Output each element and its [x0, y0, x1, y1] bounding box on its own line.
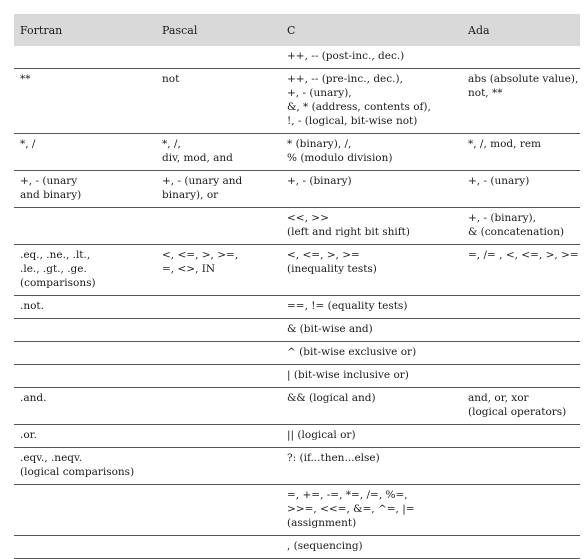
cell-pascal [162, 299, 287, 313]
cell-ada: abs (absolute value), not, ** [468, 73, 579, 99]
cell-fortran: ** [20, 73, 31, 85]
cell-pascal: +, - (unary and binary), or [162, 175, 243, 201]
cell-c: || (logical or) [287, 429, 356, 441]
cell-pascal [162, 345, 287, 359]
cell-fortran: .and. [20, 392, 47, 404]
table-row [14, 424, 580, 447]
cell-fortran: .eqv., .neqv. (logical comparisons) [20, 452, 135, 478]
cell-c: , (sequencing) [287, 540, 363, 552]
table-row [14, 295, 580, 318]
table-row [14, 341, 580, 364]
cell-c: ==, != (equality tests) [287, 300, 408, 312]
cell-fortran [14, 368, 162, 382]
cell-ada: +, - (binary), & (concatenation) [468, 212, 565, 238]
table-row [14, 484, 580, 535]
cell-pascal: not [162, 73, 180, 85]
cell-c: +, - (binary) [287, 175, 352, 187]
cell-ada: =, /= , <, <=, >, >= [468, 249, 579, 261]
cell-pascal [162, 368, 287, 382]
cell-ada [468, 488, 580, 530]
cell-pascal: *, /, div, mod, and [162, 138, 233, 164]
cell-fortran: .or. [20, 429, 37, 441]
table-row [14, 387, 580, 424]
cell-fortran [14, 322, 162, 336]
cell-ada: +, - (unary) [468, 175, 530, 187]
cell-fortran: +, - (unary and binary) [20, 175, 82, 201]
cell-pascal [162, 211, 287, 239]
table-row [14, 68, 580, 133]
header-pascal: Pascal [162, 23, 198, 37]
table-body [14, 46, 580, 559]
cell-c: | (bit-wise inclusive or) [287, 369, 409, 381]
table-row [14, 207, 580, 244]
header-fortran: Fortran [20, 23, 63, 37]
cell-fortran: .eq., .ne., .lt., .le., .gt., .ge. (comparisons) [20, 249, 96, 289]
header-ada: Ada [468, 23, 490, 37]
cell-c: <<, >> (left and right bit shift) [287, 212, 410, 238]
cell-pascal [162, 488, 287, 530]
cell-ada: and, or, xor (logical operators) [468, 392, 567, 418]
cell-c: ++, -- (post-inc., dec.) [287, 50, 405, 62]
cell-fortran: *, / [20, 138, 36, 150]
cell-fortran [14, 345, 162, 359]
table-row [14, 133, 580, 170]
cell-ada [468, 539, 580, 553]
cell-ada [468, 322, 580, 336]
cell-fortran: .not. [20, 300, 44, 312]
table-row [14, 535, 580, 559]
cell-fortran [14, 211, 162, 239]
cell-ada [468, 345, 580, 359]
cell-ada [468, 368, 580, 382]
operator-precedence-table [14, 14, 580, 559]
cell-fortran [14, 49, 162, 63]
cell-pascal: <, <=, >, >=, =, <>, IN [162, 249, 239, 275]
cell-pascal [162, 428, 287, 442]
table-row [14, 447, 580, 484]
cell-c: <, <=, >, >= (inequality tests) [287, 249, 377, 275]
cell-c: && (logical and) [287, 392, 376, 404]
cell-pascal [162, 539, 287, 553]
cell-ada [468, 451, 580, 479]
table-row [14, 318, 580, 341]
table-row [14, 364, 580, 387]
table-header [14, 14, 580, 46]
cell-c: ?: (if...then...else) [287, 452, 380, 464]
header-c: C [287, 23, 296, 37]
table-row [14, 244, 580, 295]
table-row [14, 46, 580, 68]
cell-pascal [162, 49, 287, 63]
cell-pascal [162, 451, 287, 479]
cell-c: ++, -- (pre-inc., dec.), +, - (unary), &, * (address, contents of), !, - (logical, bit-wise not) [287, 73, 431, 127]
cell-ada [468, 428, 580, 442]
cell-c: =, +=, -=, *=, /=, %=, >>=, <<=, &=, ^=, |= (assignment) [287, 489, 415, 529]
cell-ada: *, /, mod, rem [468, 138, 542, 150]
cell-pascal [162, 391, 287, 419]
cell-ada [468, 49, 580, 63]
cell-fortran [14, 488, 162, 530]
cell-c: & (bit-wise and) [287, 323, 373, 335]
table-row [14, 170, 580, 207]
cell-c: * (binary), /, % (modulo division) [287, 138, 393, 164]
cell-c: ^ (bit-wise exclusive or) [287, 346, 417, 358]
cell-pascal [162, 322, 287, 336]
cell-ada [468, 299, 580, 313]
cell-fortran [14, 539, 162, 553]
